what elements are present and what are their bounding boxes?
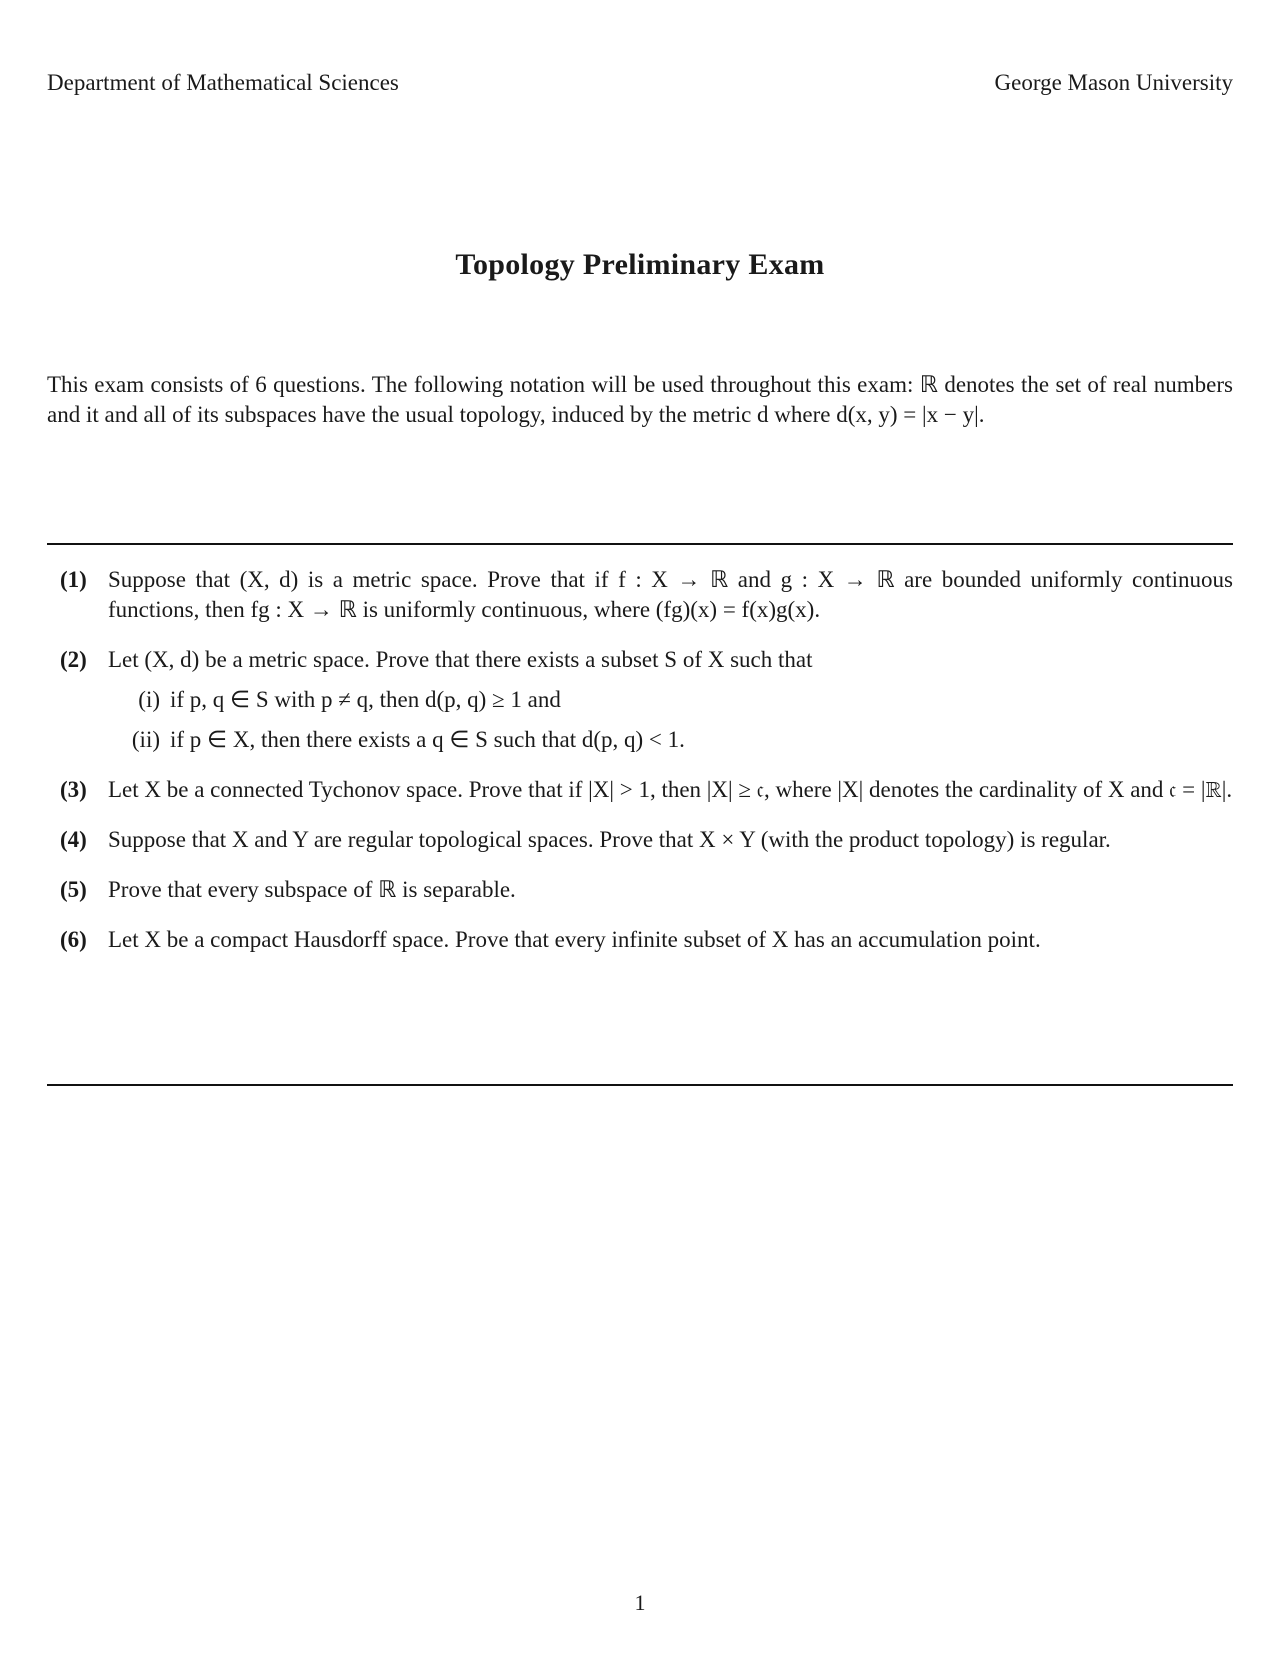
subitem-number: (i)	[138, 687, 160, 712]
exam-title: Topology Preliminary Exam	[455, 248, 825, 281]
question-text: Suppose that X and Y are regular topological spaces. Prove that X × Y (with the product topology) is regular.	[108, 827, 1111, 852]
question-1	[60, 565, 1233, 625]
university-name: George Mason University	[994, 70, 1233, 95]
question-5	[60, 875, 1233, 905]
question-text: Let (X, d) be a metric space. Prove that there exists a subset S of X such that	[108, 647, 813, 672]
department-name: Department of Mathematical Sciences	[47, 70, 399, 95]
question-body	[108, 645, 1233, 755]
subitem-number: (ii)	[131, 727, 160, 752]
question-list	[60, 565, 1233, 975]
question-text: Let X be a connected Tychonov space. Prove that if |X| > 1, then |X| ≥ 𝔠, where |X| denotes the cardinality of X and 𝔠 = |ℝ|.	[108, 777, 1233, 802]
subitem-ii	[116, 725, 1233, 755]
top-rule	[47, 543, 1233, 545]
question-2	[60, 645, 1233, 755]
question-number: (5)	[60, 877, 87, 902]
subitem-text: if p ∈ X, then there exists a q ∈ S such that d(p, q) < 1.	[170, 727, 685, 752]
question-text: Suppose that (X, d) is a metric space. Prove that if f : X → ℝ and g : X → ℝ are bounded uniformly continuous functions, then fg : X → ℝ is uniformly continuous, where (fg)(x) = f(x)g(x).	[108, 567, 1233, 622]
question-4	[60, 825, 1233, 855]
exam-intro: This exam consists of 6 questions. The following notation will be used throughout this exam: ℝ denotes the set of real numbers and it and all of its subspaces have the usual topology, induced by the metric d where d(x, y) = |x − y|.	[47, 372, 1233, 427]
page-number: 1	[634, 1590, 646, 1615]
question-number: (3)	[60, 777, 87, 802]
question-number: (4)	[60, 827, 87, 852]
bottom-rule	[47, 1084, 1233, 1086]
subitem-i	[116, 685, 1233, 715]
question-6	[60, 925, 1233, 955]
question-number: (1)	[60, 567, 87, 592]
question-3	[60, 775, 1233, 805]
question-text: Let X be a compact Hausdorff space. Prove that every infinite subset of X has an accumulation point.	[108, 927, 1041, 952]
subitem-text: if p, q ∈ S with p ≠ q, then d(p, q) ≥ 1 and	[170, 687, 561, 712]
question-number: (2)	[60, 647, 87, 672]
page-header	[47, 70, 1233, 96]
question-number: (6)	[60, 927, 87, 952]
question-text: Prove that every subspace of ℝ is separable.	[108, 877, 516, 902]
